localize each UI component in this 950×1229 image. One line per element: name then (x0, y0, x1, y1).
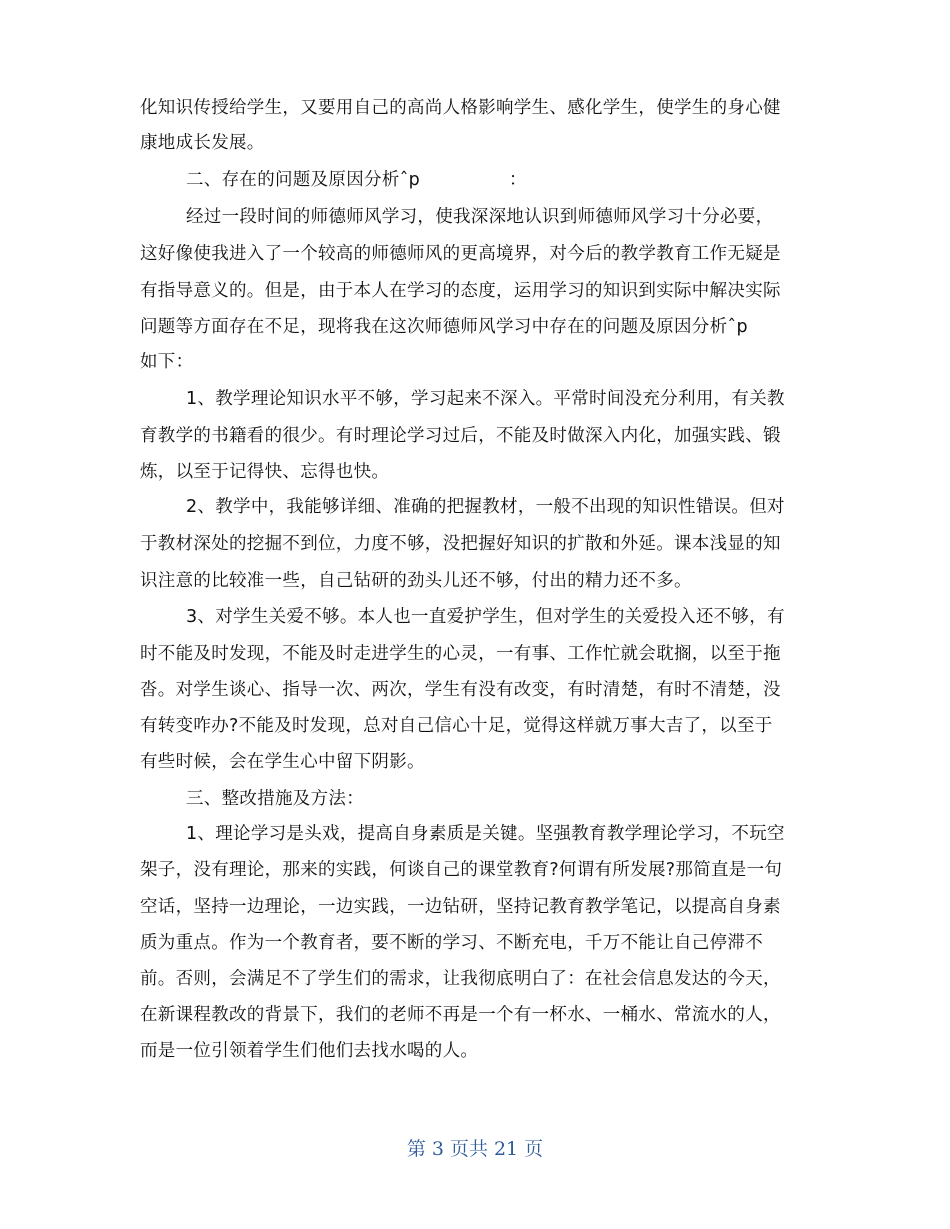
body-line: 空话，坚持一边理论，一边实践，一边钻研，坚持记教育教学笔记，以提高自身素 (140, 897, 781, 917)
body-line: 沓。对学生谈心、指导一次、两次，学生有没有改变，有时清楚，有时不清楚，没 (140, 680, 781, 700)
body-line: 识注意的比较准一些，自己钻研的劲头儿还不够，付出的精力还不多。 (140, 571, 692, 591)
page-label-suffix: 页 (524, 1138, 544, 1160)
page-footer (0, 1134, 950, 1161)
page-label-mid: 页共 (449, 1138, 488, 1160)
body-line: 于教材深处的挖掘不到位，力度不够，没把握好知识的扩散和外延。课本浅显的知 (140, 534, 781, 554)
body-line: 化知识传授给学生，又要用自己的高尚人格影响学生、感化学生，使学生的身心健 (140, 98, 781, 118)
body-line: 1、理论学习是头戏，提高自身素质是关键。坚强教育教学理论学习，不玩空 (186, 824, 785, 844)
body-line: 这好像使我进入了一个较高的师德师风的更高境界，对今后的教学教育工作无疑是 (140, 244, 781, 264)
section-heading: 三、整改措施及方法： (186, 789, 364, 809)
total-pages-number: 21 (493, 1138, 519, 1160)
body-line: 经过一段时间的师德师风学习，使我深深地认识到师德师风学习十分必要， (186, 207, 774, 227)
body-line: 有些时候，会在学生心中留下阴影。 (140, 752, 425, 772)
section-heading: 二、存在的问题及原因分析ˆp ： (186, 170, 527, 190)
body-line: 前。否则，会满足不了学生们的需求，让我彻底明白了：在社会信息发达的今天， (140, 969, 781, 989)
body-line: 如下： (140, 352, 194, 372)
body-line: 1、教学理论知识水平不够，学习起来不深入。平常时间没充分利用，有关教 (186, 389, 785, 409)
body-line: 育教学的书籍看的很少。有时理论学习过后，不能及时做深入内化，加强实践、锻 (140, 426, 781, 446)
current-page-number: 3 (431, 1138, 444, 1160)
body-line: 时不能及时发现，不能及时走进学生的心灵，一有事、工作忙就会耽搁，以至于拖 (140, 644, 781, 664)
body-line: 有转变咋办?不能及时发现，总对自己信心十足，觉得这样就万事大吉了，以至于 (140, 716, 773, 736)
body-line: 康地成长发展。 (140, 133, 265, 153)
body-line: 炼，以至于记得快、忘得也快。 (140, 462, 390, 482)
page-label-prefix: 第 (406, 1138, 426, 1160)
body-line: 3、对学生关爱不够。本人也一直爱护学生，但对学生的关爱投入还不够，有 (186, 607, 785, 627)
body-line: 架子，没有理论，那来的实践，何谈自己的课堂教育?何谓有所发展?那简直是一句 (140, 860, 783, 880)
body-line: 2、教学中，我能够详细、准确的把握教材，一般不出现的知识性错误。但对 (186, 497, 785, 517)
body-line: 而是一位引领着学生们他们去找水喝的人。 (140, 1041, 479, 1061)
body-line: 问题等方面存在不足，现将我在这次师德师风学习中存在的问题及原因分析ˆp (140, 317, 748, 337)
body-line: 有指导意义的。但是，由于本人在学习的态度，运用学习的知识到实际中解决实际 (140, 281, 781, 301)
body-line: 质为重点。作为一个教育者，要不断的学习、不断充电，千万不能让自己停滞不 (140, 933, 763, 953)
body-line: 在新课程教改的背景下，我们的老师不再是一个有一杯水、一桶水、常流水的人， (140, 1005, 781, 1025)
